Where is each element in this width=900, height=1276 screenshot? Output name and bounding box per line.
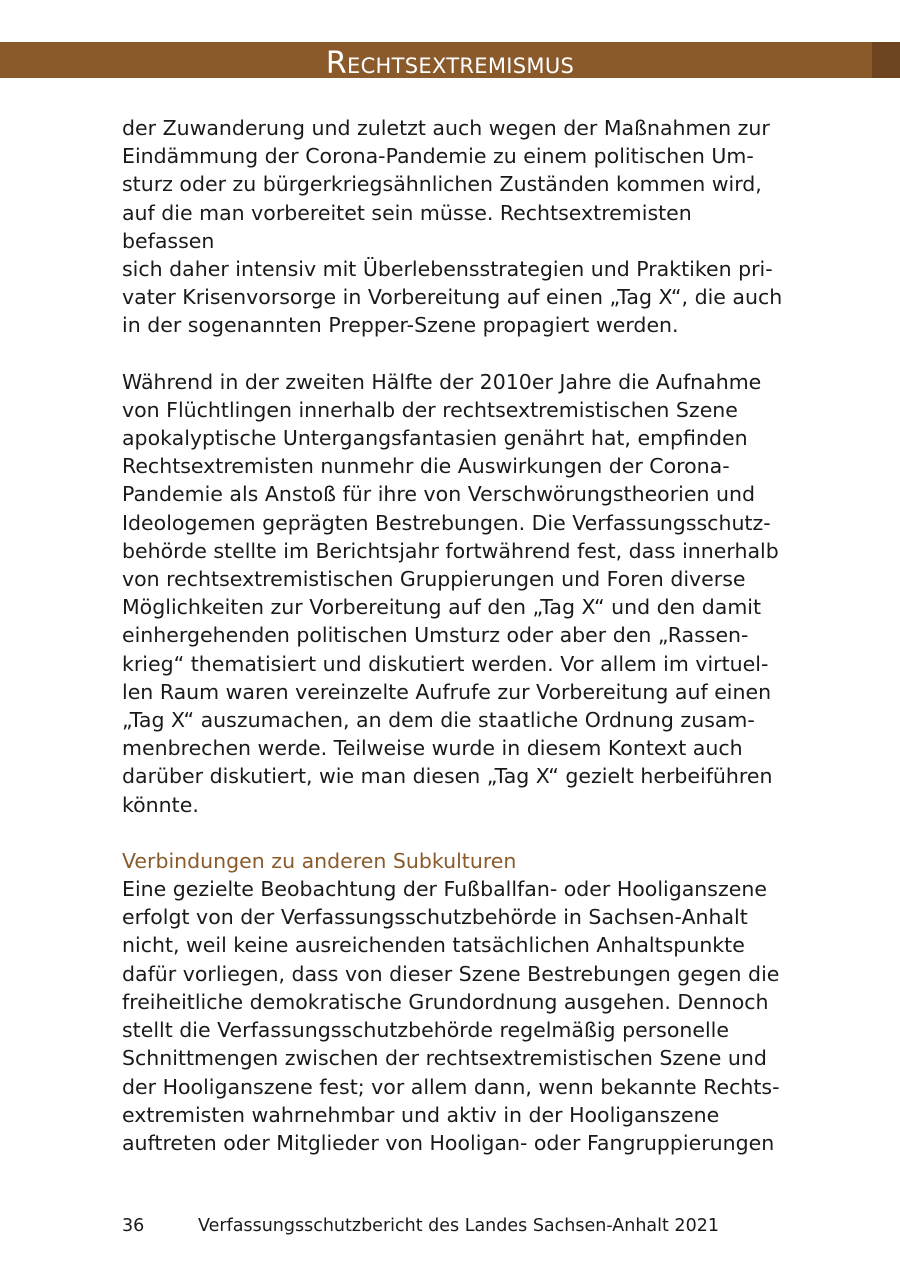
footer-title: Verfassungsschutzbericht des Landes Sachsen-Anhalt 2021 — [198, 1216, 719, 1236]
page-number: 36 — [122, 1216, 145, 1236]
paragraph-1: der Zuwanderung und zuletzt auch wegen der Maßnahmen zur Eindämmung der Corona-Pandemie zu einem politischen Um- sturz oder zu bürgerkriegsähnlichen Zuständen kommen wird, auf die man vorbereitet sein müsse. Rechtsextremisten befassen sich daher intensiv mit Überlebensstrategien und Praktiken pri- vater Krisenvorsorge in Vorbereitung auf einen „Tag X“, die auch in der sogenannten Prepper-Szene propagiert werden. — [122, 116, 783, 338]
paragraph-gap — [122, 340, 787, 368]
chapter-title: Rechtsextremismus — [325, 46, 575, 81]
paragraph-2: Während in der zweiten Hälfte der 2010er Jahre die Aufnahme von Flüchtlingen innerhalb der rechtsextremistischen Szene apokalyptische Untergangsfantasien genährt hat, empfinden Rechtsextremisten nunmehr die Auswirkungen der Corona- Pandemie als Anstoß für ihre von Verschwörungstheorien und Ideologemen geprägten Bestrebungen. Die Verfassungsschutz- behörde stellte im Berichtsjahr fortwährend fest, dass innerhalb von rechtsextremistischen Gruppierungen und Foren diverse Möglichkeiten zur Vorbereitung auf den „Tag X“ und den damit einhergehenden politischen Umsturz oder aber den „Rassen- krieg“ thematisiert und diskutiert werden. Vor allem im virtuel- len Raum waren vereinzelte Aufrufe zur Vorbereitung auf einen „Tag X“ auszumachen, an dem die staatliche Ordnung zusam- menbrechen werde. Teilweise wurde in diesem Kontext auch darüber diskutiert, wie man diesen „Tag X“ gezielt herbeiführen könnte. — [122, 369, 779, 817]
page-content — [122, 114, 787, 1157]
paragraph-gap — [122, 819, 787, 847]
section-subheading: Verbindungen zu anderen Subkulturen — [122, 848, 517, 873]
paragraph-3: Eine gezielte Beobachtung der Fußballfan- oder Hooliganszene erfolgt von der Verfassungsschutzbehörde in Sachsen-Anhalt nicht, weil keine ausreichenden tatsächlichen Anhaltspunkte dafür vorliegen, dass von dieser Szene Bestrebungen gegen die freiheitliche demokratische Grundordnung ausgehen. Dennoch stellt die Verfassungsschutzbehörde regelmäßig personelle Schnittmengen zwischen der rechtsextremistischen Szene und der Hooliganszene fest; vor allem dann, wenn bekannte Rechts- extremisten wahrnehmbar und aktiv in der Hooliganszene auftreten oder Mitglieder von Hooligan- oder Fangruppierungen — [122, 877, 780, 1155]
